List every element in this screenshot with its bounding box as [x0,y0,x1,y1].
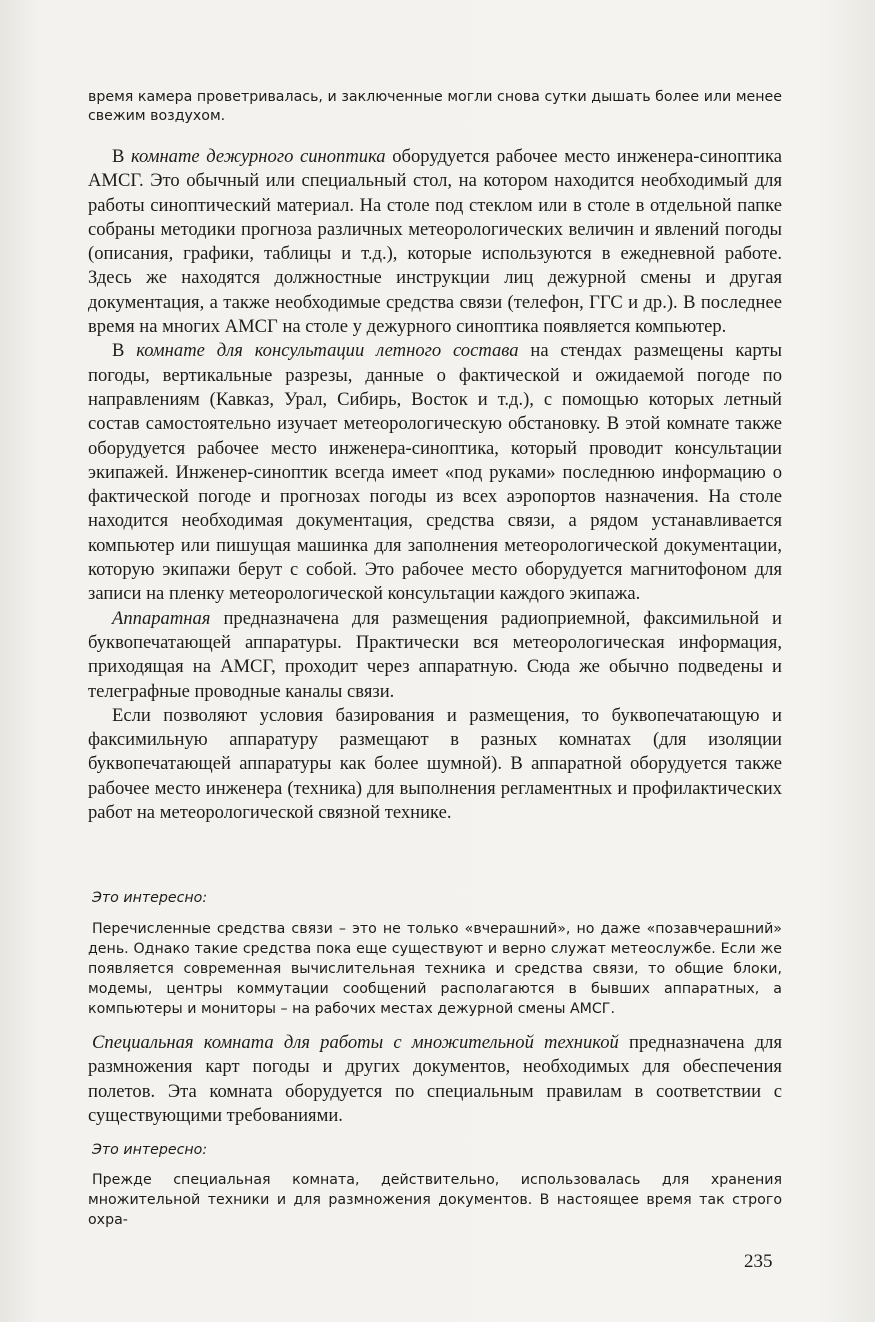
top-paragraph [88,88,782,126]
body-text-2 [88,1031,782,1128]
interest-label-1: Это интересно: [92,890,208,906]
interest-text-2: Прежде специальная комната, действительно, использовалась для хранения множительной техники и для размножения документов. В настоящее время так строго охра- [88,1172,782,1228]
interest-label-2: Это интересно: [92,1142,208,1158]
paragraph-crew-consultation [88,339,782,606]
page-number: 235 [744,1251,773,1272]
p5-emphasis: Специальная комната для работы с множительной техникой [92,1032,619,1053]
p2-lead: В [112,340,137,362]
p2-rest: на стендах размещены карты погоды, вертикальные разрезы, данные о фактической и ожидаемой погоде по направлениям (Кавказ, Урал, Сибирь, Восток и т.д.), с помощью которых летный состав самостоятельно изучает метеорологическую обстановку. В этой комнате также оборудуется рабочее место инженера-синоптика, который проводит консультации экипажей. Инженер-синоптик всегда имеет «под руками» последнюю информацию о фактической погоде и прогнозах погоды из всех аэропортов назначения. На столе находится необходимая документация, средства связи, а рядом устанавливается компьютер или пишущая машинка для заполнения метеорологической документации, которую экипажи берут с собой. Это рабочее место оборудуется магнитофоном для записи на пленку метеорологической консультации каждого экипажа. [88,340,782,605]
paragraph-placement: Если позволяют условия базирования и размещения, то буквопечатающую и факсимильную аппаратуру размещают в разных комнатах (для изоляции буквопечатающей аппаратуры как более шумной). В аппаратной оборудуется также рабочее место инженера (техника) для выполнения регламентных и профилактических работ на метеорологической связной технике. [88,704,782,824]
paragraph-equipment-room [88,607,782,704]
paragraph-duty-forecaster [88,145,782,339]
interest-text-1: Перечисленные средства связи – это не только «вчерашний», но даже «позавчерашний» день. Однако такие средства пока еще существуют и верно служат метеослужбе. Если же появляется современная вычислительная техника и средства связи, то общие блоки, модемы, центры коммутации сообщений располагаются в бывших аппаратных, а компьютеры и мониторы – на рабочих местах дежурной смены АМСГ. [88,921,782,1017]
p5-rest: предназначена для размножения карт погоды и других документов, необходимых для обеспечения полетов. Эта комната оборудуется по специальным правилам в соответствии с существующими требованиями. [88,1032,782,1126]
interest-box-1 [88,890,782,1019]
continued-text: время камера проветривалась, и заключенные могли снова сутки дышать более или менее свежим воздухом. [88,89,782,124]
p1-emphasis: комнате дежурного синоптика [131,146,386,167]
body-text [88,145,782,825]
p1-rest: оборудуется рабочее место инженера-синоптика АМСГ. Это обычный или специальный стол, на котором находится необходимый для работы синоптический материал. На столе под стеклом или в столе в отдельной папке собраны методики прогноза различных метеорологических величин и явлений погоды (описания, графики, таблицы и т.д.), которые используются в ежедневной работе. Здесь же находятся должностные инструкции лиц дежурной смены и другая документация, а также необходимые средства связи (телефон, ГГС и др.). В последнее время на многих АМСГ на столе у дежурного синоптика появляется компьютер. [88,146,782,338]
p3-rest: предназначена для размещения радиоприемной, факсимильной и буквопечатающей аппаратуры. Практически вся метеорологическая информация, приходящая на АМСГ, проходит через аппаратную. Сюда же обычно подведены и телеграфные проводные каналы связи. [88,607,782,702]
interest-box-2 [88,1142,782,1230]
p3-emphasis: Аппаратная [112,607,211,629]
p2-emphasis: комнате для консультации летного состава [136,340,519,362]
p1-lead: В [112,146,132,167]
paragraph-copy-room [88,1031,782,1128]
